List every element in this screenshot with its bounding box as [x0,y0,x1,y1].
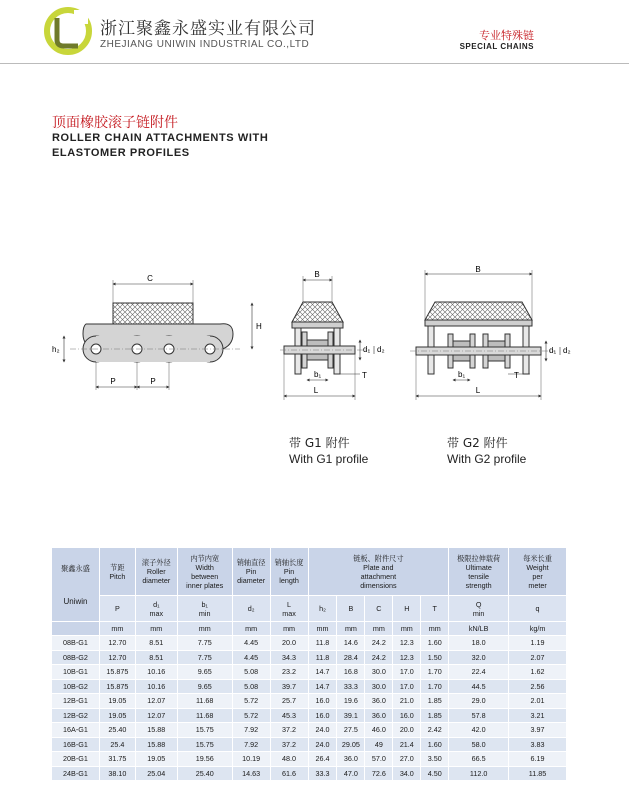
brand-cn: 聚鑫永盛 [61,563,90,573]
g2-dim-label-l: L [475,386,481,395]
table-cell: 10.16 [135,665,177,680]
symbol-q: q [509,596,567,622]
row-model-cell: 10B-G1 [52,665,100,680]
g2-caption-en: With G2 profile [447,452,527,466]
symbol-p: P [99,596,135,622]
unit-cell: mm [365,622,393,636]
symbol-t: T [421,596,449,622]
page-header [0,0,629,64]
table-cell: 24.2 [365,636,393,651]
table-cell: 14.6 [337,636,365,651]
table-cell: 112.0 [449,766,509,781]
table-cell: 11.8 [308,636,337,651]
table-cell: 1.85 [421,694,449,709]
g1-dim-label-b1: b₁ [314,370,322,379]
row-model-cell: 10B-G2 [52,679,100,694]
unit-cell: kN/LB [449,622,509,636]
table-cell: 16.8 [337,665,365,680]
unit-cell: mm [308,622,337,636]
dim-label-p1: P [110,377,116,386]
g2-dim-label-b1: b₁ [458,370,466,379]
page-title-en-line2: ELASTOMER PROFILES [52,147,190,159]
table-row [52,650,567,665]
symbol-h2: h₂ [308,596,337,622]
spec-table [51,547,567,781]
table-cell: 25.40 [99,723,135,738]
table-header-row [52,548,567,596]
unit-cell: mm [232,622,270,636]
table-cell: 29.05 [337,737,365,752]
page-title-en-line1: ROLLER CHAIN ATTACHMENTS WITH [52,132,269,144]
table-cell: 12.70 [99,636,135,651]
company-logo [44,6,94,56]
g1-dim-label-l: L [313,386,319,395]
table-cell: 61.6 [270,766,308,781]
table-cell: 23.2 [270,665,308,680]
table-cell: 47.0 [337,766,365,781]
page-title-en [52,131,312,161]
unit-cell: mm [135,622,177,636]
table-cell: 6.19 [509,752,567,767]
table-cell: 5.08 [232,665,270,680]
table-cell: 15.875 [99,665,135,680]
g2-dim-label-d1: d₁ [549,346,557,355]
table-unit-row [52,622,567,636]
unit-cell: mm [393,622,421,636]
g1-dim-label-b: B [314,270,320,279]
table-cell: 4.50 [421,766,449,781]
table-cell: 12.3 [393,636,421,651]
table-cell: 7.75 [177,636,232,651]
table-cell: 10.16 [135,679,177,694]
table-cell: 57.0 [365,752,393,767]
table-body [52,636,567,781]
table-cell: 5.72 [232,708,270,723]
table-cell: 21.4 [393,737,421,752]
table-cell: 4.45 [232,636,270,651]
table-cell: 3.21 [509,708,567,723]
table-cell: 12.07 [135,708,177,723]
table-cell: 10.19 [232,752,270,767]
table-cell: 12.3 [393,650,421,665]
table-symbol-row [52,596,567,622]
table-cell: 49 [365,737,393,752]
table-cell: 34.0 [393,766,421,781]
g2-dim-label-b: B [475,265,481,274]
brand-en: Uniwin [63,596,88,606]
unit-cell: kg/m [509,622,567,636]
col-width: 内节内宽 Width between inner plates [177,548,232,596]
table-cell: 27.5 [337,723,365,738]
g1-caption-en: With G1 profile [289,452,369,466]
table-cell: 7.75 [177,650,232,665]
section-name-cn: 专业特殊链 [479,29,534,42]
symbol-q-min: Q min [449,596,509,622]
table-cell: 34.3 [270,650,308,665]
symbol-h: H [393,596,421,622]
table-cell: 14.63 [232,766,270,781]
page-title-cn: 顶面橡胶滚子链附件 [52,115,178,131]
table-row [52,737,567,752]
g2-caption-cn: 带 G2 附件 [447,436,508,450]
table-cell: 19.6 [337,694,365,709]
table-cell: 32.0 [449,650,509,665]
table-cell: 36.0 [365,694,393,709]
elastomer-profile [113,303,193,325]
table-cell: 2.01 [509,694,567,709]
table-cell: 7.92 [232,723,270,738]
table-cell: 21.0 [393,694,421,709]
table-cell: 48.0 [270,752,308,767]
table-cell: 5.72 [232,694,270,709]
col-pitch: 节距 Pitch [99,548,135,596]
table-cell: 11.68 [177,708,232,723]
table-cell: 16.0 [393,708,421,723]
table-cell: 11.8 [308,650,337,665]
table-cell: 24.0 [308,723,337,738]
company-name-en: ZHEJIANG UNIWIN INDUSTRIAL CO.,LTD [100,39,310,50]
table-cell: 2.56 [509,679,567,694]
table-cell: 30.0 [365,679,393,694]
symbol-l: L max [270,596,308,622]
table-cell: 19.05 [135,752,177,767]
table-cell: 17.0 [393,665,421,680]
unit-cell: mm [270,622,308,636]
brand-cell [52,548,100,622]
col-pin-diameter: 销轴直径 Pin diameter [232,548,270,596]
g1-dim-label-d1: d₁ [363,345,371,354]
table-cell: 19.56 [177,752,232,767]
col-pin-length: 销轴长度 Pin length [270,548,308,596]
table-cell: 1.70 [421,679,449,694]
table-cell: 5.08 [232,679,270,694]
table-cell: 1.85 [421,708,449,723]
symbol-b1: b₁ min [177,596,232,622]
row-model-cell: 20B-G1 [52,752,100,767]
table-cell: 15.75 [177,737,232,752]
table-cell: 44.5 [449,679,509,694]
table-cell: 24.2 [365,650,393,665]
table-cell: 31.75 [99,752,135,767]
table-cell: 16.0 [308,708,337,723]
table-row [52,723,567,738]
col-tensile: 极限拉伸载荷 Ultimate tensile strength [449,548,509,596]
table-cell: 2.07 [509,650,567,665]
col-weight: 每米长重 Weight per meter [509,548,567,596]
table-cell: 2.42 [421,723,449,738]
table-cell: 15.88 [135,737,177,752]
table-cell: 45.3 [270,708,308,723]
table-cell: 16.0 [308,694,337,709]
table-cell: 37.2 [270,723,308,738]
g1-caption-cn: 带 G1 附件 [289,436,350,450]
table-cell: 1.62 [509,665,567,680]
table-row [52,694,567,709]
company-name-cn: 浙江聚鑫永盛实业有限公司 [100,19,316,39]
table-cell: 37.2 [270,737,308,752]
table-cell: 12.07 [135,694,177,709]
table-cell: 42.0 [449,723,509,738]
table-cell: 30.0 [365,665,393,680]
dim-label-h: H [256,322,262,331]
row-model-cell: 16B-G1 [52,737,100,752]
table-cell: 33.3 [308,766,337,781]
unit-cell: mm [337,622,365,636]
table-cell: 22.4 [449,665,509,680]
table-cell: 3.97 [509,723,567,738]
row-model-cell: 12B-G1 [52,694,100,709]
table-cell: 28.4 [337,650,365,665]
table-cell: 11.85 [509,766,567,781]
table-cell: 19.05 [99,708,135,723]
table-cell: 57.8 [449,708,509,723]
g1-dim-label-d2: d₂ [377,345,385,354]
table-cell: 38.10 [99,766,135,781]
table-cell: 1.70 [421,665,449,680]
table-cell: 8.51 [135,636,177,651]
symbol-d2: d₂ [232,596,270,622]
table-cell: 58.0 [449,737,509,752]
table-cell: 24.0 [308,737,337,752]
table-cell: 26.4 [308,752,337,767]
table-cell: 4.45 [232,650,270,665]
table-cell: 11.68 [177,694,232,709]
table-cell: 1.60 [421,737,449,752]
row-model-cell: 08B-G2 [52,650,100,665]
table-cell: 27.0 [393,752,421,767]
unit-blank [52,622,100,636]
table-row [52,766,567,781]
g1-dim-label-t: T [362,371,367,380]
g2-dim-label-d2: d₂ [563,346,571,355]
dim-label-p2: P [150,377,156,386]
table-row [52,708,567,723]
symbol-c: C [365,596,393,622]
table-cell: 25.4 [99,737,135,752]
table-cell: 66.5 [449,752,509,767]
table-row [52,679,567,694]
dim-label-c: C [147,274,153,283]
technical-drawing [40,262,600,412]
g2-dim-label-t: T [514,371,519,380]
row-model-cell: 24B-G1 [52,766,100,781]
row-model-cell: 16A-G1 [52,723,100,738]
table-cell: 9.65 [177,665,232,680]
table-cell: 20.0 [270,636,308,651]
table-cell: 1.19 [509,636,567,651]
table-cell: 19.05 [99,694,135,709]
section-name-en: SPECIAL CHAINS [459,42,534,51]
table-cell: 14.7 [308,665,337,680]
table-cell: 39.1 [337,708,365,723]
table-cell: 36.0 [337,752,365,767]
table-cell: 25.40 [177,766,232,781]
g2-front-view [410,265,571,400]
symbol-d1: d₁ max [135,596,177,622]
table-cell: 46.0 [365,723,393,738]
table-cell: 15.75 [177,723,232,738]
table-cell: 7.92 [232,737,270,752]
table-cell: 20.0 [393,723,421,738]
table-cell: 18.0 [449,636,509,651]
table-cell: 33.3 [337,679,365,694]
unit-cell: mm [99,622,135,636]
table-cell: 36.0 [365,708,393,723]
row-model-cell: 12B-G2 [52,708,100,723]
table-cell: 15.88 [135,723,177,738]
table-row [52,752,567,767]
table-cell: 1.60 [421,636,449,651]
table-cell: 25.7 [270,694,308,709]
dim-label-h2: h₂ [52,345,60,354]
unit-cell: mm [421,622,449,636]
header-divider [0,63,629,64]
table-cell: 3.50 [421,752,449,767]
table-row [52,636,567,651]
unit-cell: mm [177,622,232,636]
row-model-cell: 08B-G1 [52,636,100,651]
table-cell: 1.50 [421,650,449,665]
symbol-b: B [337,596,365,622]
table-row [52,665,567,680]
table-cell: 72.6 [365,766,393,781]
g1-front-view [280,270,385,400]
col-roller: 滚子外径 Roller diameter [135,548,177,596]
table-cell: 29.0 [449,694,509,709]
table-cell: 8.51 [135,650,177,665]
table-cell: 9.65 [177,679,232,694]
table-cell: 12.70 [99,650,135,665]
table-cell: 15.875 [99,679,135,694]
table-cell: 14.7 [308,679,337,694]
side-view [52,274,262,390]
table-cell: 25.04 [135,766,177,781]
col-plate-dimensions: 链板、附件尺寸 Plate and attachment dimensions [308,548,449,596]
table-cell: 39.7 [270,679,308,694]
table-cell: 17.0 [393,679,421,694]
table-cell: 3.83 [509,737,567,752]
